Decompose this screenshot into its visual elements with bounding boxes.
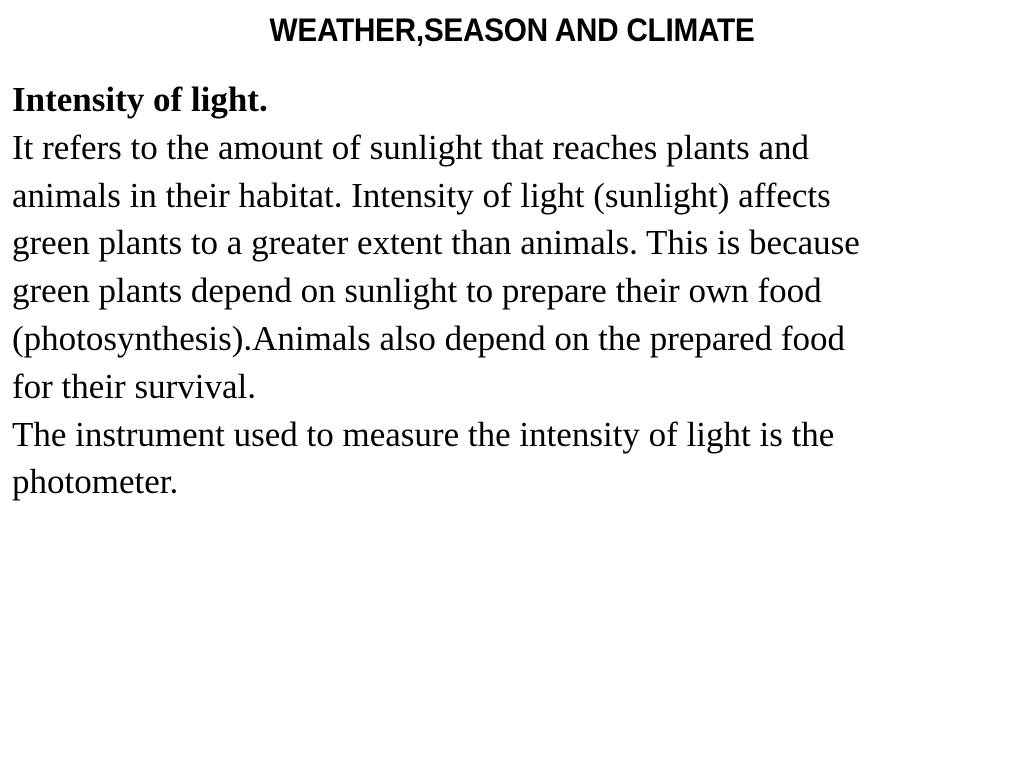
body-line: photometer. xyxy=(12,462,179,502)
slide-body xyxy=(12,76,860,506)
body-line: green plants to a greater extent than animals. This is because xyxy=(12,223,860,263)
body-line: animals in their habitat. Intensity of light (sunlight) affects xyxy=(12,175,831,215)
section-heading: Intensity of light. xyxy=(12,80,268,119)
body-line: green plants depend on sunlight to prepare their own food xyxy=(12,271,822,311)
body-line: The instrument used to measure the intensity of light is the xyxy=(12,414,835,454)
slide-title: WEATHER,SEASON AND CLIMATE xyxy=(269,12,755,48)
body-line: (photosynthesis).Animals also depend on the prepared food xyxy=(12,318,846,358)
body-line: for their survival. xyxy=(12,366,256,406)
body-line: It refers to the amount of sunlight that reaches plants and xyxy=(12,127,809,167)
